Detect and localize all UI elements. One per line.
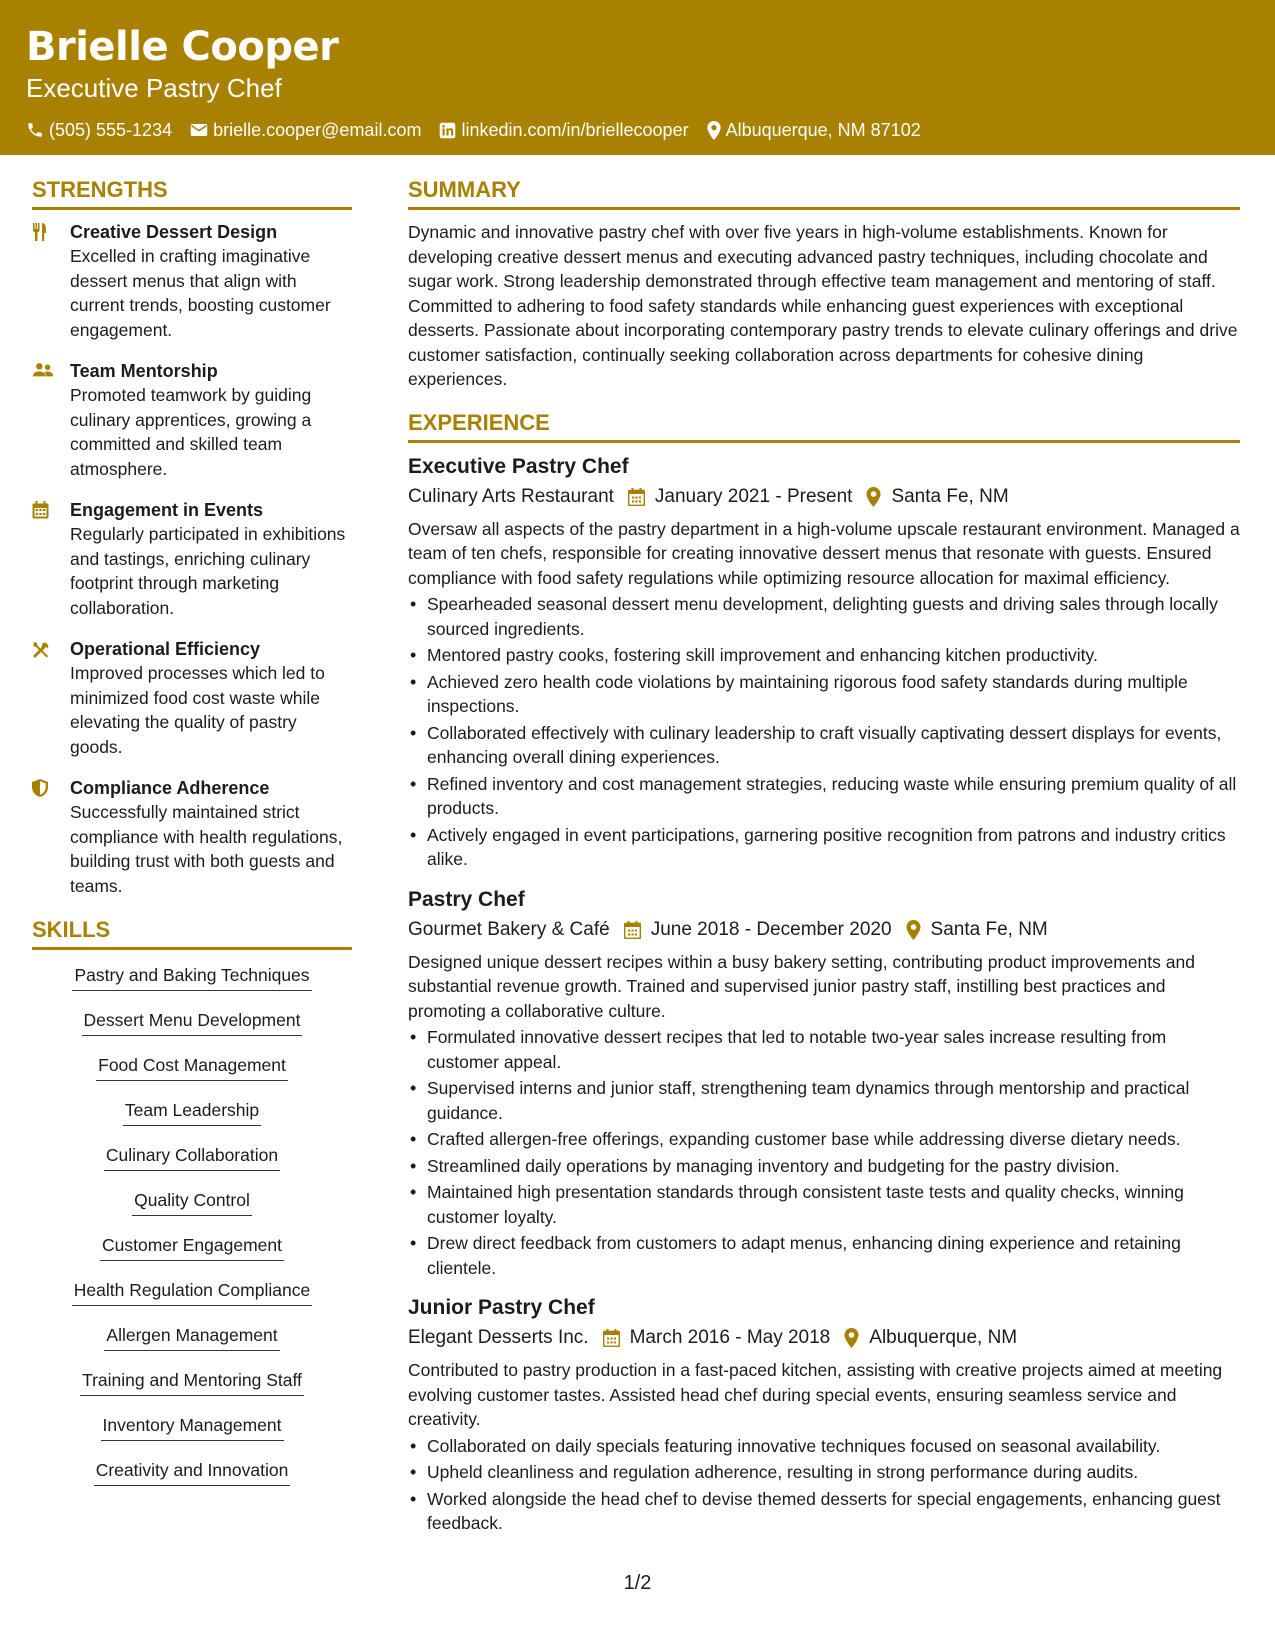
- map-pin-icon: [906, 920, 921, 940]
- skill-item: Team Leadership: [123, 1099, 261, 1126]
- skill-item: Quality Control: [132, 1189, 252, 1216]
- strength-desc: Promoted teamwork by guiding culinary apprentices, growing a committed and skilled team atmosphere.: [70, 385, 312, 479]
- shield-icon: [32, 779, 48, 797]
- envelope-icon: [190, 122, 208, 138]
- bullet-item: • Spearheaded seasonal dessert menu development, delighting guests and driving sales through locally sourced ingredients.: [408, 592, 1240, 641]
- job-description: Oversaw all aspects of the pastry department in a high-volume upscale restaurant environment. Managed a team of ten chefs, responsible for creating innovative dessert menus that resonate with guests. Ensured compliance with food safety regulations while optimizing resource allocation for maximal efficiency.: [408, 518, 1240, 588]
- job-bullets: [408, 1434, 1240, 1536]
- strength-desc: Successfully maintained strict compliance with health regulations, building trust with both guests and teams.: [70, 802, 343, 896]
- job-entry: [408, 886, 1240, 1281]
- job-meta: [408, 916, 1240, 944]
- calendar-icon: [624, 921, 641, 939]
- strength-title: Engagement in Events: [70, 500, 264, 520]
- page-number: 1/2: [623, 1572, 652, 1594]
- phone-icon: [26, 121, 44, 139]
- job-company: Elegant Desserts Inc.: [408, 1327, 589, 1348]
- skill-item: Creativity and Innovation: [94, 1459, 291, 1486]
- left-column: [32, 175, 352, 1504]
- summary-heading: SUMMARY: [408, 175, 1240, 210]
- skill-item: Customer Engagement: [100, 1234, 284, 1261]
- skill-item: Culinary Collaboration: [104, 1144, 280, 1171]
- bullet-item: • Supervised interns and junior staff, strengthening team dynamics through mentorship and practical guidance.: [408, 1076, 1240, 1125]
- calendar-icon: [32, 501, 49, 519]
- candidate-name: Brielle Cooper: [26, 24, 339, 70]
- job-location: Santa Fe, NM: [891, 485, 1009, 507]
- job-dates: March 2016 - May 2018: [629, 1327, 831, 1348]
- linkedin-icon: [439, 122, 456, 139]
- tools-icon: [32, 640, 51, 659]
- map-pin-icon: [707, 121, 721, 140]
- job-company: Gourmet Bakery & Café: [408, 918, 610, 940]
- strength-desc: Improved processes which led to minimized food cost waste while elevating the quality of pastry goods.: [70, 663, 325, 757]
- contact-location: [707, 118, 921, 142]
- contact-email[interactable]: [190, 118, 421, 142]
- job-company: Culinary Arts Restaurant: [408, 485, 614, 507]
- resume-header: [0, 0, 1275, 155]
- bullet-item: • Collaborated on daily specials featuring innovative techniques focused on seasonal availability.: [408, 1434, 1240, 1459]
- bullet-item: • Upheld cleanliness and regulation adherence, resulting in strong performance during audits.: [408, 1460, 1240, 1485]
- bullet-item: • Formulated innovative dessert recipes that led to notable two-year sales increase resulting from customer appeal.: [408, 1025, 1240, 1074]
- strength-desc: Regularly participated in exhibitions and tastings, enriching culinary footprint through marketing collaboration.: [70, 524, 346, 618]
- skill-item: Allergen Management: [104, 1324, 279, 1351]
- contact-row: [26, 118, 1249, 142]
- strength-title: Creative Dessert Design: [70, 222, 278, 242]
- job-bullets: [408, 1025, 1240, 1280]
- job-entry: [408, 453, 1240, 872]
- strength-title: Team Mentorship: [70, 361, 218, 381]
- utensils-icon: [32, 223, 48, 241]
- strength-item: [32, 637, 352, 759]
- job-location: Albuquerque, NM: [869, 1327, 1018, 1348]
- bullet-item: • Refined inventory and cost management strategies, reducing waste while ensuring premium quality of all products.: [408, 772, 1240, 821]
- bullet-item: • Streamlined daily operations by managing inventory and budgeting for the pastry division.: [408, 1154, 1240, 1179]
- job-role: Junior Pastry Chef: [408, 1296, 595, 1319]
- strengths-heading: STRENGTHS: [32, 175, 352, 210]
- map-pin-icon: [844, 1328, 859, 1348]
- skill-item: Dessert Menu Development: [82, 1009, 303, 1036]
- strength-item: [32, 359, 352, 481]
- contact-phone-text: (505) 555-1234: [49, 120, 173, 140]
- strength-title: Operational Efficiency: [70, 639, 261, 659]
- contact-phone[interactable]: [26, 118, 172, 142]
- skill-item: Health Regulation Compliance: [72, 1279, 312, 1306]
- experience-heading: EXPERIENCE: [408, 408, 1240, 443]
- summary-text: Dynamic and innovative pastry chef with over five years in high-volume establishments. Known for developing creative dessert menus and executing advanced pastry techniques, including chocolate and sugar work. Strong leadership demonstrated through effective team management and mentoring of staff. Committed to adhering to food safety standards while enhancing guest experiences with exceptional desserts. Passionate about incorporating contemporary pastry trends to elevate culinary offerings and drive customer satisfaction, continually seeking collaboration across departments for cohesive dining experiences.: [408, 222, 1238, 389]
- skill-item: Food Cost Management: [96, 1054, 288, 1081]
- right-column: [408, 175, 1240, 1550]
- job-meta: [408, 483, 1240, 511]
- job-meta: [408, 1324, 1240, 1352]
- bullet-item: • Achieved zero health code violations by maintaining rigorous food safety standards during multiple inspections.: [408, 670, 1240, 719]
- map-pin-icon: [866, 487, 881, 507]
- job-entry: [408, 1294, 1240, 1536]
- bullet-item: • Crafted allergen-free offerings, expanding customer base while addressing diverse dietary needs.: [408, 1127, 1240, 1152]
- strength-title: Compliance Adherence: [70, 778, 270, 798]
- bullet-item: • Worked alongside the head chef to devise themed desserts for special engagements, enhancing guest feedback.: [408, 1487, 1240, 1536]
- calendar-icon: [603, 1329, 620, 1347]
- bullet-item: • Drew direct feedback from customers to adapt menus, enhancing dining experience and retaining clientele.: [408, 1231, 1240, 1280]
- job-role: Pastry Chef: [408, 887, 525, 911]
- contact-location-text: Albuquerque, NM 87102: [725, 120, 921, 140]
- skills-heading: SKILLS: [32, 915, 352, 950]
- bullet-item: • Maintained high presentation standards through consistent taste tests and quality checks, winning customer loyalty.: [408, 1180, 1240, 1229]
- contact-linkedin-text: linkedin.com/in/briellecooper: [461, 120, 689, 140]
- strength-item: [32, 776, 352, 898]
- skill-item: Training and Mentoring Staff: [80, 1369, 304, 1396]
- bullet-item: • Actively engaged in event participations, garnering positive recognition from patrons and industry critics alike.: [408, 823, 1240, 872]
- skills-list: [32, 960, 352, 1504]
- bullet-item: • Collaborated effectively with culinary leadership to craft visually captivating dessert displays for events, enhancing overall dining experiences.: [408, 721, 1240, 770]
- strength-item: [32, 498, 352, 620]
- job-role: Executive Pastry Chef: [408, 454, 629, 478]
- job-location: Santa Fe, NM: [930, 918, 1048, 940]
- job-description: Designed unique dessert recipes within a busy bakery setting, contributing product improvements and substantial revenue growth. Trained and supervised junior pastry staff, instilling best practices and promoting a collaborative culture.: [408, 951, 1195, 1021]
- contact-linkedin[interactable]: [439, 118, 688, 142]
- bullet-item: • Mentored pastry cooks, fostering skill improvement and enhancing kitchen productivity.: [408, 643, 1240, 668]
- strength-desc: Excelled in crafting imaginative dessert menus that align with current trends, boosting customer engagement.: [70, 246, 331, 340]
- contact-email-text: brielle.cooper@email.com: [213, 120, 422, 140]
- users-icon: [32, 362, 54, 378]
- job-bullets: [408, 592, 1240, 872]
- skill-item: Inventory Management: [101, 1414, 284, 1441]
- calendar-icon: [628, 488, 645, 506]
- job-description: Contributed to pastry production in a fast-paced kitchen, assisting with creative projects aimed at meeting evolving customer tastes. Assisted head chef during special events, ensuring seamless service and creativity.: [408, 1360, 1223, 1429]
- strength-item: [32, 220, 352, 342]
- candidate-title: Executive Pastry Chef: [26, 73, 282, 103]
- job-dates: June 2018 - December 2020: [650, 918, 892, 940]
- job-dates: January 2021 - Present: [654, 485, 853, 507]
- skill-item: Pastry and Baking Techniques: [72, 964, 311, 991]
